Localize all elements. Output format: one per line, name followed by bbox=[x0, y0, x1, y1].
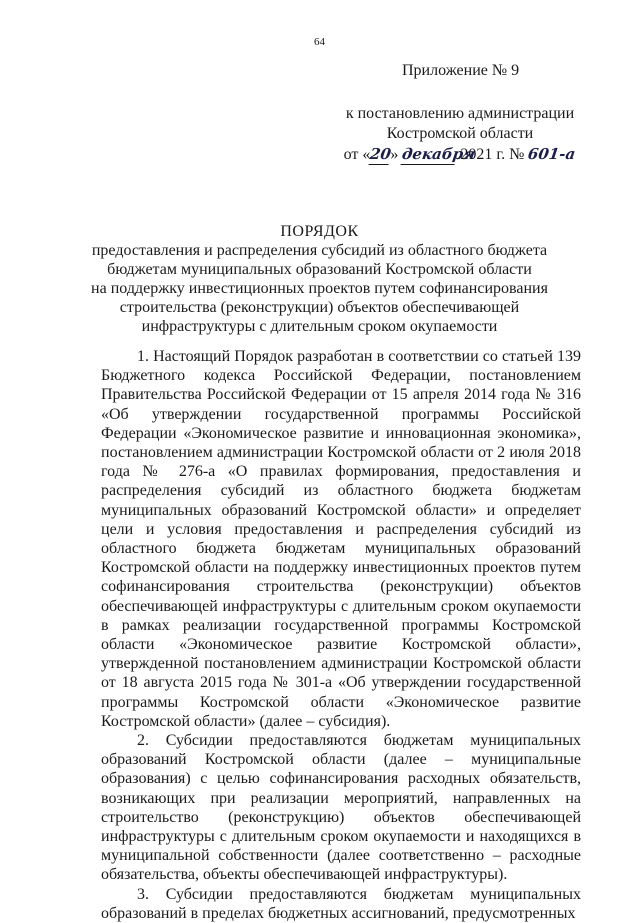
date-year-suffix: 2021 г. № bbox=[460, 146, 525, 163]
handwritten-number: 601-а bbox=[527, 145, 577, 163]
handwritten-day: 20 bbox=[369, 145, 393, 163]
appendix-title: Приложение № 9 bbox=[402, 62, 520, 79]
paragraph-2: 2. Субсидии предоставляются бюджетам муниципальных образований Костромской области (далее – муниципальные образования) с целью софинансирования расходных обязательств, возникающих при реализации мероприятий, направленных на строительство (реконструкцию) объектов обеспечивающей инфраструктуры с длительным сроком окупаемости и находящихся в муниципальной собственности (далее соответственно – расходные обязательства, объекты обеспечивающей инфраструктуры). bbox=[101, 732, 581, 884]
paragraph-1: 1. Настоящий Порядок разработан в соответствии со статьей 139 Бюджетного кодекса Российской Федерации, постановлением Правительства Российской Федерации от 15 апреля 2014 года № 316 «Об утверждении государственной программы Российской Федерации «Экономическое развитие и инновационная экономика», постановлением администрации Костромской области от 2 июля 2018 года № 276-а «О правилах формирования, предоставления и распределения субсидий из областного бюджета бюджетам муниципальных образований Костромской области» и определяет цели и условия предоставления и распределения субсидий из областного бюджета бюджетам муниципальных образований Костромской области на поддержку инвестиционных проектов путем софинансирования строительства (реконструкции) объектов обеспечивающей инфраструктуры с длительным сроком окупаемости в рамках реализации государственной программы Костромской области «Экономическое развитие Костромской области», утвержденной постановлением администрации Костромской области от 18 августа 2015 года № 301-а «Об утверждении государственной программы Костромской области «Экономическое развитие Костромской области» (далее – субсидия). bbox=[101, 348, 581, 730]
document-title bbox=[0, 222, 639, 336]
document-body bbox=[101, 347, 581, 923]
date-prefix: от « bbox=[343, 146, 371, 163]
title-heading: ПОРЯДОК bbox=[280, 223, 359, 240]
resolution-line-1: к постановлению администрации bbox=[345, 105, 575, 122]
page-number: 64 bbox=[314, 36, 325, 48]
title-line: на поддержку инвестиционных проектов путем софинансирования bbox=[91, 280, 548, 297]
resolution-reference bbox=[340, 104, 580, 165]
date-separator: » bbox=[390, 146, 399, 163]
resolution-date-line bbox=[340, 144, 580, 165]
paragraph-3: 3. Субсидии предоставляются бюджетам муниципальных образований в пределах бюджетных ассигнований, предусмотренных bbox=[101, 885, 581, 922]
resolution-line-2: Костромской области bbox=[386, 125, 534, 142]
title-line: бюджетам муниципальных образований Костромской области bbox=[107, 261, 532, 278]
handwritten-month: декабря bbox=[401, 145, 477, 163]
title-line: строительства (реконструкции) объектов обеспечивающей bbox=[119, 299, 520, 316]
title-line: предоставления и распределения субсидий из областного бюджета bbox=[91, 242, 548, 259]
title-line: инфраструктуры с длительным сроком окупаемости bbox=[141, 318, 498, 335]
